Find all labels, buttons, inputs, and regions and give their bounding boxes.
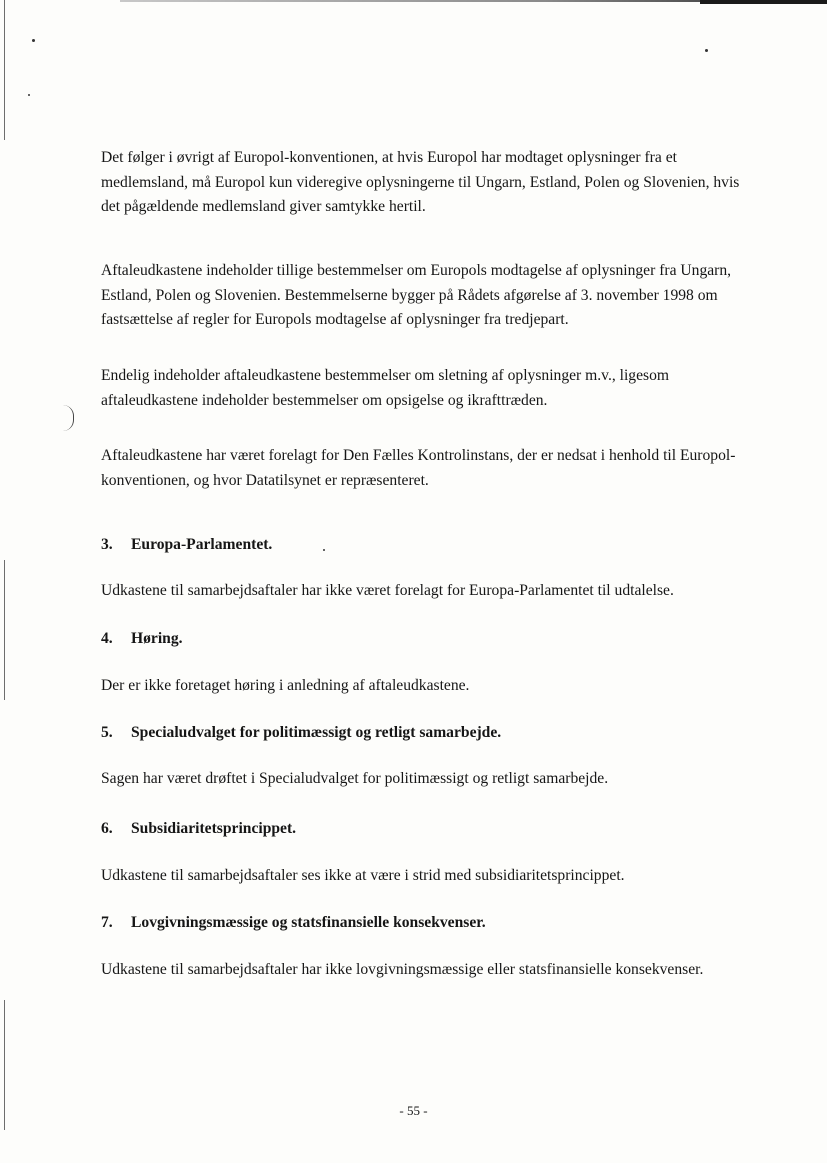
scan-left-edge xyxy=(4,560,5,700)
scan-speck xyxy=(705,49,708,52)
paragraph-europol-transfer: Det følger i øvrigt af Europol-konventionen, at hvis Europol har modtaget oplysninger fra et medlemsland, må Europol kun videregive oplysningerne til Ungarn, Estland, Polen og Slovenien, hvis det pågældende medlemsland giver samtykke hertil. xyxy=(101,149,740,215)
section-heading-7 xyxy=(101,912,486,934)
section-body-4: Der er ikke foretaget høring i anledning af aftaleudkastene. xyxy=(101,677,470,694)
section-number: 3. xyxy=(101,536,113,553)
section-heading-4 xyxy=(101,628,183,650)
section-title: Høring. xyxy=(131,630,183,647)
section-title: Lovgivningsmæssige og statsfinansielle konsekvenser. xyxy=(131,914,486,931)
scan-speck xyxy=(28,94,30,96)
section-number: 5. xyxy=(101,724,113,741)
section-body-6: Udkastene til samarbejdsaftaler ses ikke at være i strid med subsidiaritetsprincippet. xyxy=(101,867,625,884)
scan-bracket-mark xyxy=(63,405,74,431)
section-body-3: Udkastene til samarbejdsaftaler har ikke været forelagt for Europa-Parlamentet til udtalelse. xyxy=(101,582,674,599)
paragraph-europol-receipt: Aftaleudkastene indeholder tillige bestemmelser om Europols modtagelse af oplysninger fra Ungarn, Estland, Polen og Slovenien. Bestemmelserne bygger på Rådets afgørelse af 3. november 1998 om fastsættelse af regler for Europols modtagelse af oplysninger fra tredjepart. xyxy=(101,262,732,328)
paragraph-joint-supervisory-body: Aftaleudkastene har været forelagt for Den Fælles Kontrolinstans, der er nedsat i henhold til Europol-konventionen, og hvor Datatilsynet er repræsenteret. xyxy=(101,447,736,489)
scan-speck xyxy=(323,549,325,551)
scan-top-rule-edge xyxy=(700,0,827,4)
section-title: Europa-Parlamentet. xyxy=(131,536,273,553)
section-heading-6 xyxy=(101,818,296,840)
section-number: 7. xyxy=(101,914,113,931)
section-number: 4. xyxy=(101,630,113,647)
section-heading-5 xyxy=(101,722,501,744)
section-title: Subsidiaritetsprincippet. xyxy=(131,820,297,837)
section-heading-3 xyxy=(101,534,272,556)
section-number: 6. xyxy=(101,820,113,837)
section-title: Specialudvalget for politimæssigt og retligt samarbejde. xyxy=(131,724,502,741)
section-body-5: Sagen har været drøftet i Specialudvalget for politimæssigt og retligt samarbejde. xyxy=(101,770,609,787)
section-body-7: Udkastene til samarbejdsaftaler har ikke lovgivningsmæssige eller statsfinansielle konsekvenser. xyxy=(101,961,704,978)
paragraph-deletion-provisions: Endelig indeholder aftaleudkastene bestemmelser om sletning af oplysninger m.v., ligesom aftaleudkastene indeholder bestemmelser om opsigelse og ikrafttræden. xyxy=(101,367,670,409)
page-number: - 55 - xyxy=(399,1103,428,1118)
scan-speck xyxy=(32,39,35,42)
scan-left-edge xyxy=(4,0,5,140)
